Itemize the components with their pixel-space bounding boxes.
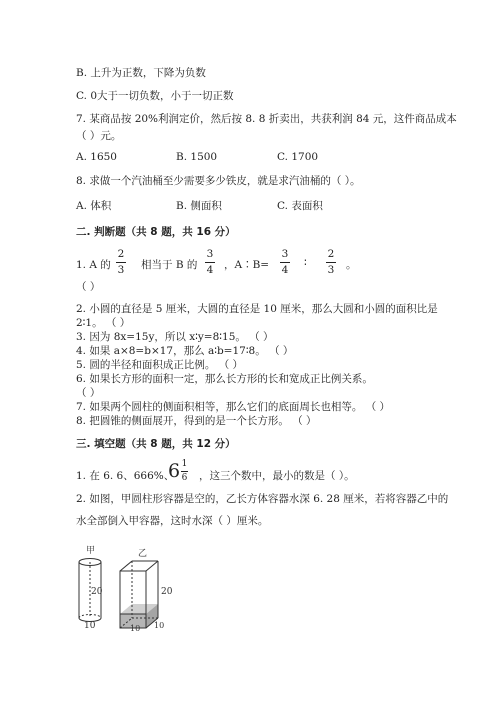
s2-q7-text: 7. 如果两个圆柱的侧面积相等，那么它们的底面周长也相等。 （ ） (76, 401, 391, 413)
s2-q1-ratio: ，A∶B= (224, 259, 270, 271)
s2-q1-end: 。 (346, 259, 357, 271)
cylinder-height-label: 20 (91, 587, 103, 597)
containers-figure (72, 542, 182, 632)
cylinder-diameter-label: 10 (84, 621, 96, 631)
question-7-line2: （ ）元。 (76, 130, 122, 142)
s2-q3-text: 3. 因为 8x=15y，所以 x∶y=8∶15。 （ ） (76, 331, 274, 343)
cuboid-depth-label: 10 (154, 621, 165, 630)
question-8-text: 8. 求做一个汽油桶至少需要多少铁皮，就是求汽油桶的（ ）。 (76, 175, 361, 187)
fraction-3-4-a (205, 248, 215, 277)
fraction-2-3-b (326, 248, 336, 277)
cuboid-height-label: 20 (161, 587, 173, 597)
numerator: 3 (281, 248, 289, 260)
s2-q1-answer-paren: （ ） (76, 281, 101, 293)
s2-q1-middle: 相当于 B 的 (141, 259, 198, 271)
section-heading-judgement: 二. 判断题（共 8 题，共 16 分） (76, 226, 236, 238)
cuboid-width-label: 10 (130, 624, 141, 632)
label-yi: 乙 (138, 549, 148, 559)
question-7-line1: 7. 某商品按 20%利润定价，然后按 8. 8 折卖出，共获利润 84 元，这件商品成本 (76, 113, 457, 125)
option-b-text: B. 上升为正数，下降为负数 (76, 67, 206, 79)
denominator: 4 (206, 264, 214, 276)
numerator: 2 (117, 248, 125, 260)
numerator: 2 (327, 248, 335, 260)
mixed-number-fraction (181, 459, 188, 484)
s2-q4-text: 4. 如果 a×8=b×17，那么 a∶b=17∶8。 （ ） (76, 345, 294, 357)
q8-option-b: B. 侧面积 (176, 200, 222, 212)
fraction-2-3 (116, 248, 126, 277)
q8-option-c: C. 表面积 (277, 200, 323, 212)
fraction-3-4-b (280, 248, 290, 277)
option-c-text: C. 0大于一切负数，小于一切正数 (76, 90, 234, 102)
s2-q5-text: 5. 圆的半径和面积成正比例。 （ ） (76, 359, 244, 371)
denominator: 3 (327, 264, 335, 276)
s3-q2-line2: 水全部倒入甲容器，这时水深（ ）厘米。 (76, 515, 269, 527)
numerator: 3 (206, 248, 214, 260)
label-jia: 甲 (86, 546, 96, 556)
q8-option-a: A. 体积 (76, 200, 112, 212)
cuboid-container (120, 561, 158, 628)
s2-q1-colon: ∶ (304, 257, 307, 269)
s3-q1-prefix: 1. 在 6. 6、666%、 (76, 470, 175, 482)
s2-q1-prefix: 1. A 的 (76, 259, 111, 271)
numerator: 1 (181, 459, 188, 469)
denominator: 3 (117, 264, 125, 276)
denominator: 4 (281, 264, 289, 276)
s2-q6-line2: （ ） (76, 387, 101, 399)
s3-q1-suffix: ，这三个数中，最小的数是（ ）。 (199, 470, 355, 482)
s3-q2-line1: 2. 如图，甲圆柱形容器是空的，乙长方体容器水深 6. 28 厘米，若将容器乙中的 (76, 493, 449, 505)
s2-q8-text: 8. 把圆锥的侧面展开，得到的是一个长方形。 （ ） (76, 415, 317, 427)
q7-option-a: A. 1650 (76, 151, 117, 163)
denominator: 6 (181, 473, 188, 483)
q7-option-b: B. 1500 (176, 151, 218, 163)
s2-q6-line1: 6. 如果长方形的面积一定，那么长方形的长和宽成正比例关系。 (76, 373, 373, 385)
mixed-number-whole: 6 (168, 460, 181, 482)
section-heading-fill-blank: 三. 填空题（共 8 题，共 12 分） (76, 438, 236, 450)
s2-q2-line2: 2∶1。 （ ） (76, 317, 131, 329)
s2-q2-line1: 2. 小圆的直径是 5 厘米，大圆的直径是 10 厘米，那么大圆和小圆的面积比是 (76, 303, 438, 315)
q7-option-c: C. 1700 (277, 151, 319, 163)
